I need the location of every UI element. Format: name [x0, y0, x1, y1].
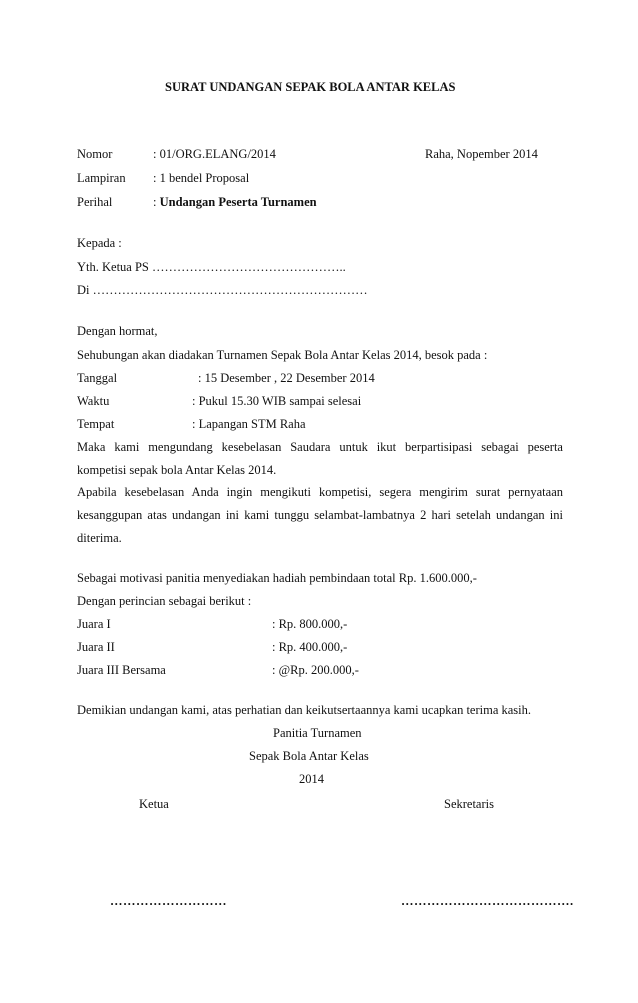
org-line-3: 2014 — [299, 772, 324, 786]
org-line-1: Panitia Turnamen — [273, 726, 362, 740]
recipient-di: Di ………………………………………………………… — [77, 283, 368, 297]
prize-1-label: Juara I — [77, 617, 111, 631]
lampiran-label: Lampiran — [77, 171, 126, 185]
salutation: Dengan hormat, — [77, 324, 158, 338]
prize-2-label: Juara II — [77, 640, 115, 654]
perihal-value: Undangan Peserta Turnamen — [159, 195, 317, 209]
tanggal-label: Tanggal — [77, 371, 118, 385]
nomor-label: Nomor — [77, 147, 113, 161]
org-line-2: Sepak Bola Antar Kelas — [249, 749, 369, 763]
prize-3-value: : @Rp. 200.000,- — [272, 663, 359, 677]
letter-title: SURAT UNDANGAN SEPAK BOLA ANTAR KELAS — [165, 80, 456, 94]
motivation-text: Sebagai motivasi panitia menyediakan hadiah pembindaan total Rp. 1.600.000,- — [77, 571, 477, 585]
paragraph-2-line-2: kesanggupan atas undangan ini kami tunggu selambat-lambatnya 2 hari setelah undangan ini — [77, 508, 563, 522]
prize-3-label: Juara III Bersama — [77, 663, 166, 677]
paragraph-1-line-2: kompetisi sepak bola Antar Kelas 2014. — [77, 463, 277, 477]
tempat-value: : Lapangan STM Raha — [192, 417, 306, 431]
signatory-sekretaris: Sekretaris — [444, 797, 494, 811]
waktu-label: Waktu — [77, 394, 110, 408]
closing-text: Demikian undangan kami, atas perhatian dan keikutsertaannya kami ucapkan terima kasih. — [77, 703, 532, 717]
perihal-row — [153, 194, 317, 210]
signatory-ketua: Ketua — [139, 797, 169, 811]
perihal-label: Perihal — [77, 195, 113, 209]
lampiran-value: : 1 bendel Proposal — [153, 171, 250, 185]
prize-1-value: : Rp. 800.000,- — [272, 617, 348, 631]
nomor-value: : 01/ORG.ELANG/2014 — [153, 147, 276, 161]
paragraph-2-line-1: Apabila kesebelasan Anda ingin mengikuti kompetisi, segera mengirim surat pernyataan — [77, 485, 563, 499]
tempat-label: Tempat — [77, 417, 115, 431]
prize-2-value: : Rp. 400.000,- — [272, 640, 348, 654]
kepada-label: Kepada : — [77, 236, 122, 250]
prize-breakdown-heading: Dengan perincian sebagai berikut : — [77, 594, 252, 608]
perihal-colon: : — [153, 195, 160, 209]
tanggal-value: : 15 Desember , 22 Desember 2014 — [198, 371, 375, 385]
signature-line-ketua: ……………………… — [110, 894, 227, 908]
paragraph-1-line-1: Maka kami mengundang kesebelasan Saudara untuk ikut berpartisipasi sebagai peserta — [77, 440, 563, 454]
waktu-value: : Pukul 15.30 WIB sampai selesai — [192, 394, 362, 408]
paragraph-2-line-3: diterima. — [77, 531, 122, 545]
signature-line-sekretaris: …………………………………. — [401, 894, 574, 908]
intro-text: Sehubungan akan diadakan Turnamen Sepak Bola Antar Kelas 2014, besok pada : — [77, 348, 488, 362]
place-date: Raha, Nopember 2014 — [425, 147, 538, 161]
recipient-yth: Yth. Ketua PS ……………………………………….. — [77, 260, 346, 274]
